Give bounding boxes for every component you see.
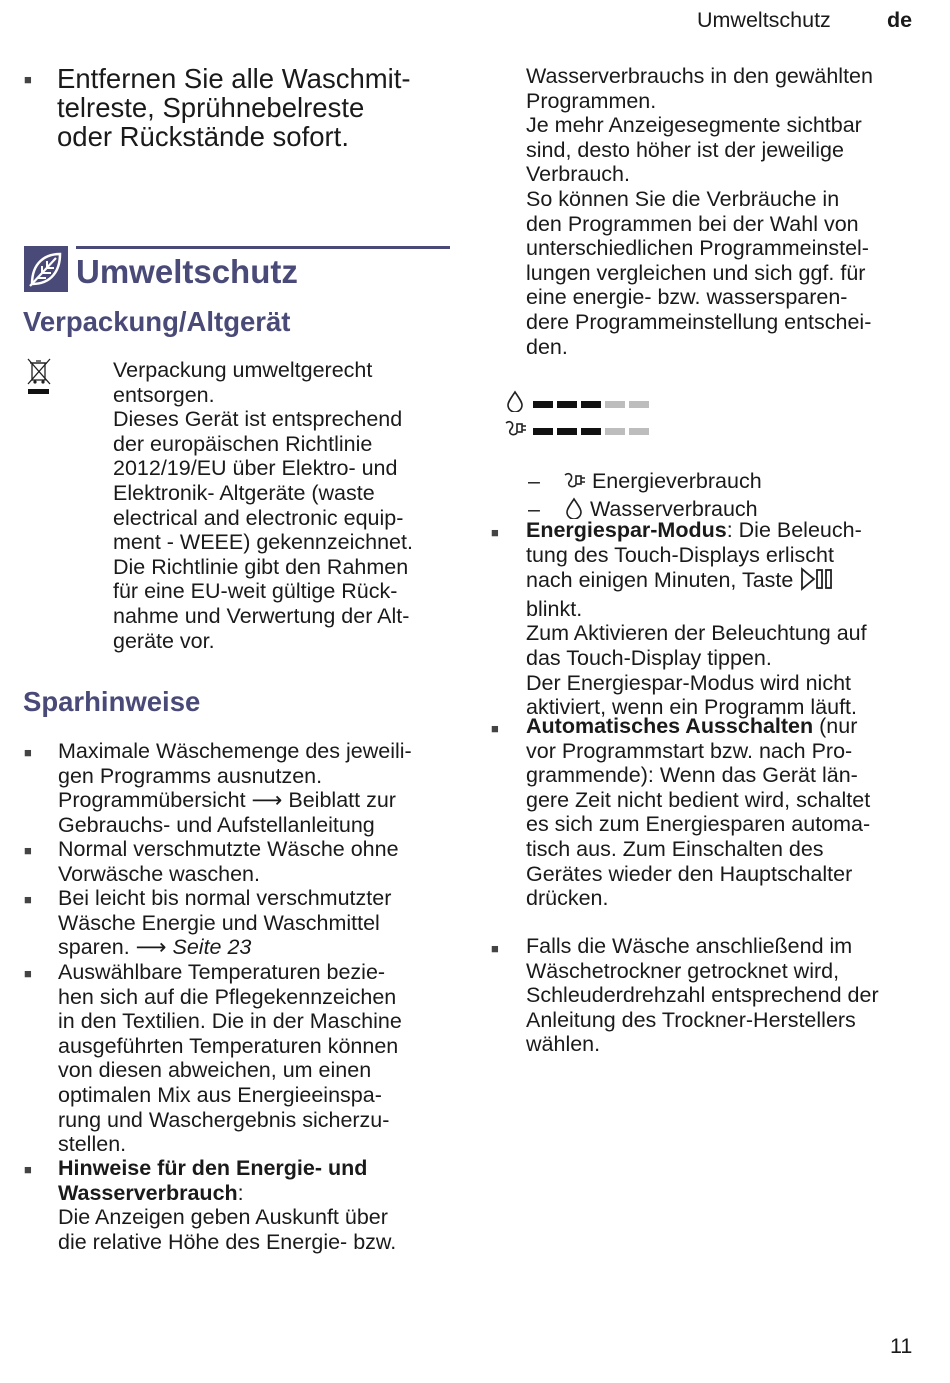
text-line: Gebrauchs- und Aufstellanleitung xyxy=(58,812,375,837)
bold-text: Energiespar-Modus xyxy=(526,518,727,542)
text-line: Entfernen Sie alle Waschmit- xyxy=(57,63,411,94)
bullet-marker xyxy=(24,843,32,858)
text-line: die relative Höhe des Energie- bzw. xyxy=(58,1229,397,1254)
page-reference-link[interactable]: Seite 23 xyxy=(166,935,252,960)
energy-segment-display xyxy=(503,417,663,439)
text-line: Verpackung umweltgerecht xyxy=(113,358,373,382)
bullet-marker xyxy=(24,72,32,87)
text-line xyxy=(58,935,391,960)
text-line xyxy=(526,567,867,597)
text-fragment: : xyxy=(237,1180,244,1205)
weee-text xyxy=(113,358,413,653)
text-line: Hinweise für den Energie- und xyxy=(58,1156,368,1180)
arrow-right-icon: ⟶ xyxy=(135,935,167,960)
auto-off-text xyxy=(526,714,870,911)
text-line: Wäsche Energie und Waschmittel xyxy=(58,910,380,935)
text-line: tisch aus. Zum Einschalten des xyxy=(526,836,824,861)
segment-off xyxy=(605,401,625,408)
bullet-marker xyxy=(491,721,499,736)
heading-rule xyxy=(76,246,450,249)
legend-dash: – xyxy=(528,496,540,521)
bullet-marker xyxy=(491,941,499,956)
segment-on xyxy=(581,428,601,435)
bullet-marker xyxy=(491,525,499,540)
text-line: ausgeführten Temperaturen können xyxy=(58,1033,399,1058)
text-line: den. xyxy=(526,334,568,359)
text-line: aktiviert, wenn ein Programm läuft. xyxy=(526,695,857,720)
crossed-bin-icon xyxy=(26,358,52,398)
text-line: Auswählbare Temperaturen bezie- xyxy=(58,960,386,984)
text-line: Wäschetrockner getrocknet wird, xyxy=(526,958,840,983)
text-line: in den Textilien. Die in der Maschine xyxy=(58,1009,402,1034)
text-line: dere Programmeinstellung entschei- xyxy=(526,309,872,334)
text-line: nahme und Verwertung der Alt- xyxy=(113,603,410,628)
text-line: Die Richtlinie gibt den Rahmen xyxy=(113,554,409,579)
text-line: rung und Waschergebnis sicherzu- xyxy=(58,1107,390,1132)
text-line: den Programmen bei der Wahl von xyxy=(526,211,859,236)
text-line: So können Sie die Verbräuche in xyxy=(526,186,840,211)
text-line: Bei leicht bis normal verschmutzter xyxy=(58,886,392,910)
segment-off xyxy=(629,401,649,408)
text-fragment: (nur xyxy=(813,714,858,738)
text-fragment: : Die Beleuch- xyxy=(726,518,862,542)
text-line: für eine EU-weit gültige Rück- xyxy=(113,579,398,604)
segment-on xyxy=(557,428,577,435)
text-line: vor Programmstart bzw. nach Pro- xyxy=(526,738,853,763)
ref-text: Beiblatt zur xyxy=(282,788,396,813)
subheading-tips: Sparhinweise xyxy=(23,686,201,717)
text-line: es sich zum Energiesparen automa- xyxy=(526,812,871,837)
text-line: von diesen abweichen, um einen xyxy=(58,1058,372,1083)
energy-plug-icon xyxy=(562,469,586,497)
segment-on xyxy=(581,401,601,408)
text-line: entsorgen. xyxy=(113,382,215,407)
running-header-section: Umweltschutz xyxy=(697,8,831,32)
subheading-packaging: Verpackung/Altgerät xyxy=(23,306,291,337)
leaf-icon xyxy=(24,246,68,292)
text-fragment: nach einigen Minuten, Taste xyxy=(526,568,800,593)
text-line xyxy=(526,714,870,739)
bullet-marker xyxy=(24,966,32,981)
legend-dash: – xyxy=(528,469,540,493)
text-line: Der Energiespar-Modus wird nicht xyxy=(526,670,852,695)
text-line: telreste, Sprühnebelreste xyxy=(57,92,365,123)
bullet-marker xyxy=(24,892,32,907)
text-line: grammende): Wenn das Gerät län- xyxy=(526,763,858,788)
text-line: eine energie- bzw. wassersparen- xyxy=(526,285,848,310)
tip-no-prewash xyxy=(58,837,399,886)
bold-text: Wasserverbrauch xyxy=(58,1180,238,1205)
text-line: Normal verschmutzte Wäsche ohne xyxy=(58,837,399,861)
text-line: Anleitung des Trockner-Herstellers xyxy=(526,1007,856,1032)
text-line: gen Programms ausnutzen. xyxy=(58,763,323,788)
text-line: Je mehr Anzeigesegmente sichtbar xyxy=(526,113,862,138)
segment-on xyxy=(533,428,553,435)
section-heading: Umweltschutz xyxy=(76,253,298,290)
text-line: Falls die Wäsche anschließend im xyxy=(526,934,853,958)
text-line: Wasserverbrauchs in den gewählten xyxy=(526,64,873,88)
water-drop-icon xyxy=(505,390,525,417)
text-line: tung des Touch-Displays erlischt xyxy=(526,542,834,567)
bold-text: Automatisches Ausschalten xyxy=(526,714,814,738)
segment-on xyxy=(533,401,553,408)
text-line: Gerätes wieder den Hauptschalter xyxy=(526,861,853,886)
text-line: Verbrauch. xyxy=(526,162,630,187)
segment-on xyxy=(557,401,577,408)
legend-label: Energieverbrauch xyxy=(591,469,762,493)
text-line: Maximale Wäschemenge des jeweili- xyxy=(58,739,412,763)
text-line xyxy=(58,788,412,813)
text-line: Die Anzeigen geben Auskunft über xyxy=(58,1205,388,1230)
energy-plug-icon xyxy=(503,417,527,444)
consumption-continued xyxy=(526,64,873,359)
text-line: oder Rückstände sofort. xyxy=(57,121,349,152)
legend xyxy=(528,469,762,524)
intro-bullet-text xyxy=(57,64,411,151)
text-line: das Touch-Display tippen. xyxy=(526,645,772,670)
tip-max-load xyxy=(58,739,412,837)
text-line xyxy=(58,1181,396,1206)
text-line: optimalen Mix aus Energieeinspa- xyxy=(58,1082,382,1107)
tip-save-detergent xyxy=(58,886,391,960)
text-line: sind, desto höher ist der jeweilige xyxy=(526,137,844,162)
start-pause-icon xyxy=(799,567,835,597)
running-header-language: de xyxy=(887,8,913,32)
text-line: blinkt. xyxy=(526,596,583,621)
bullet-marker xyxy=(24,745,32,760)
water-segments xyxy=(533,396,653,414)
text-line: 2012/19/EU über Elektro- und xyxy=(113,456,398,481)
legend-energy xyxy=(528,469,762,497)
text-fragment: sparen. xyxy=(58,935,136,960)
ref-text: Programmübersicht xyxy=(58,788,252,813)
tip-consumption-info xyxy=(58,1156,396,1254)
text-line: Schleuderdrehzahl entsprechend der xyxy=(526,983,879,1008)
energy-saving-mode-text xyxy=(526,518,867,720)
text-line: Zum Aktivieren der Beleuchtung auf xyxy=(526,621,867,646)
text-line: wählen. xyxy=(526,1032,601,1057)
text-line: Dieses Gerät ist entsprechend xyxy=(113,407,403,432)
water-segment-display xyxy=(505,390,665,412)
text-line: unterschiedlichen Programmeinstel- xyxy=(526,236,869,261)
segment-off xyxy=(605,428,625,435)
page-number: 11 xyxy=(890,1334,913,1358)
text-line: lungen vergleichen und sich ggf. für xyxy=(526,260,866,285)
text-line: stellen. xyxy=(58,1132,127,1157)
segment-off xyxy=(629,428,649,435)
text-line: drücken. xyxy=(526,886,609,911)
energy-segments xyxy=(533,423,653,441)
bullet-marker xyxy=(24,1162,32,1177)
text-line: Programmen. xyxy=(526,88,657,113)
text-line: Elektronik- Altgeräte (waste xyxy=(113,480,375,505)
text-line: hen sich auf die Pflegekennzeichen xyxy=(58,984,397,1009)
text-line: gere Zeit nicht bedient wird, schaltet xyxy=(526,787,871,812)
text-line: ment - WEEE) gekennzeichnet. xyxy=(113,530,413,555)
dryer-tip-text xyxy=(526,934,879,1057)
text-line: der europäischen Richtlinie xyxy=(113,431,373,456)
text-line: geräte vor. xyxy=(113,628,215,653)
text-line: electrical and electronic equip- xyxy=(113,505,404,530)
legend-label: Wasserverbrauch xyxy=(589,496,758,521)
text-line: Vorwäsche waschen. xyxy=(58,861,260,886)
arrow-right-icon: ⟶ xyxy=(251,788,283,813)
tip-temperatures xyxy=(58,960,402,1157)
text-line xyxy=(526,518,867,543)
